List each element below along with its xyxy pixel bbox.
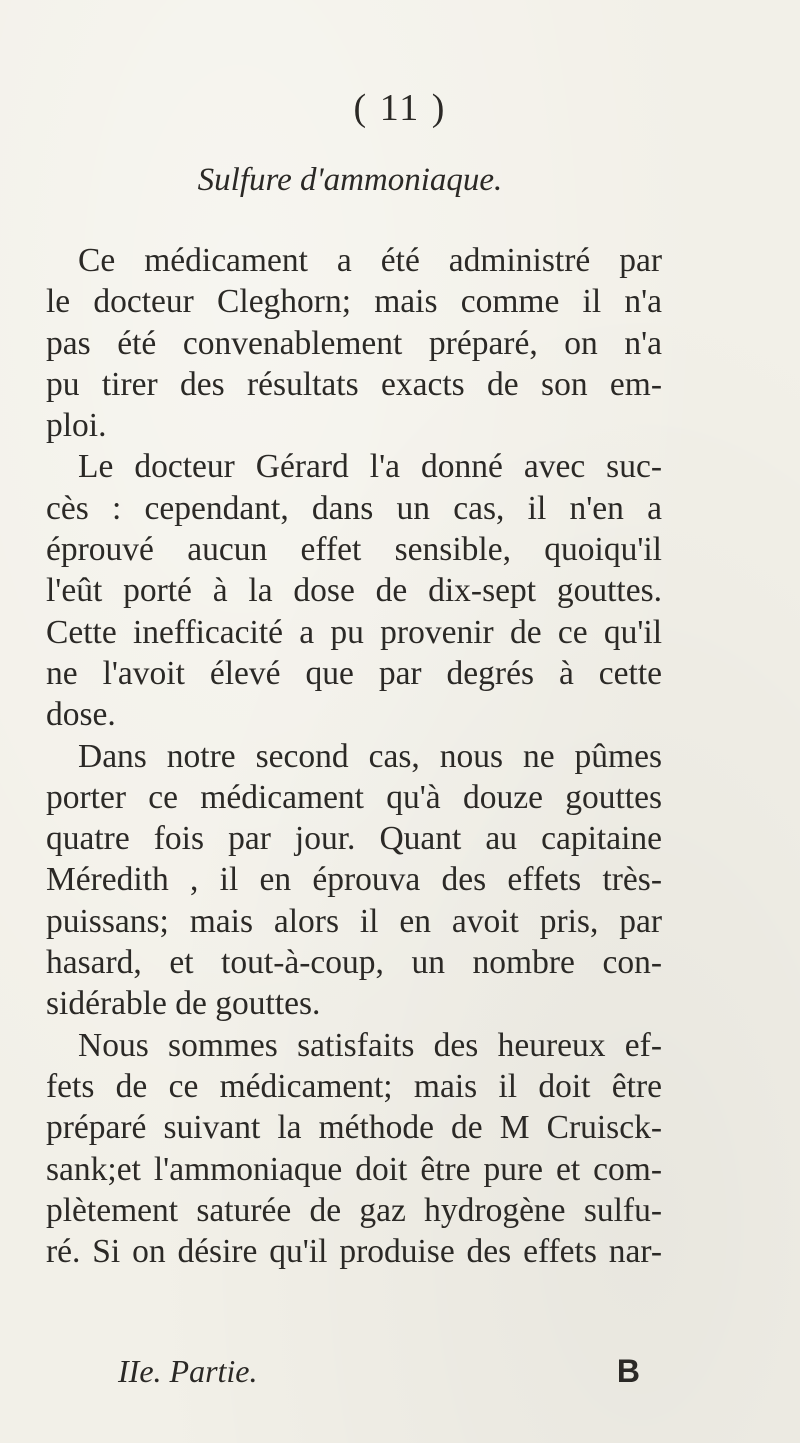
signature-mark: B bbox=[616, 1353, 640, 1389]
text-line: ploi. bbox=[46, 407, 107, 445]
text-line: pas été convenablement préparé, on n'a bbox=[46, 324, 662, 362]
text-line: hasard, et tout-à-coup, un nombre con- bbox=[46, 944, 662, 982]
text-line: pu tirer des résultats exacts de son em- bbox=[46, 365, 662, 403]
text-line: puissans; mais alors il en avoit pris, par bbox=[46, 902, 662, 940]
part-marker: IIe. Partie. bbox=[118, 1353, 258, 1389]
text-line: fets de ce médicament; mais il doit être bbox=[46, 1067, 662, 1105]
text-line: Dans notre second cas, nous ne pûmes bbox=[78, 737, 662, 775]
text-line: éprouvé aucun effet sensible, quoiqu'il bbox=[46, 531, 662, 569]
text-line: plètement saturée de gaz hydrogène sulfu- bbox=[46, 1191, 662, 1229]
text-line: le docteur Cleghorn; mais comme il n'a bbox=[46, 283, 662, 321]
text-line: Méredith , il en éprouva des effets très- bbox=[46, 861, 662, 899]
section-title: Sulfure d'ammoniaque. bbox=[197, 162, 503, 198]
body-text bbox=[46, 240, 662, 1272]
text-line: ré. Si on désire qu'il produise des effets nar- bbox=[46, 1233, 662, 1271]
text-line: cès : cependant, dans un cas, il n'en a bbox=[46, 489, 662, 527]
text-line: sidérable de gouttes. bbox=[46, 985, 321, 1023]
text-line: quatre fois par jour. Quant au capitaine bbox=[46, 820, 662, 858]
text-line: porter ce médicament qu'à douze gouttes bbox=[46, 778, 662, 816]
text-line: Ce médicament a été administré par bbox=[78, 242, 662, 279]
text-line: dose. bbox=[46, 696, 116, 734]
text-line: l'eût porté à la dose de dix-sept gouttes. bbox=[46, 572, 662, 610]
text-line: préparé suivant la méthode de M Cruisck- bbox=[46, 1109, 662, 1147]
text-line: Le docteur Gérard l'a donné avec suc- bbox=[78, 448, 662, 486]
text-line: ne l'avoit élevé que par degrés à cette bbox=[46, 654, 662, 692]
text-line: Nous sommes satisfaits des heureux ef- bbox=[78, 1026, 662, 1064]
text-line: Cette inefficacité a pu provenir de ce qu'il bbox=[46, 613, 662, 651]
page-number: ( 11 ) bbox=[353, 87, 447, 129]
text-line: sank;et l'ammoniaque doit être pure et com- bbox=[46, 1150, 662, 1188]
